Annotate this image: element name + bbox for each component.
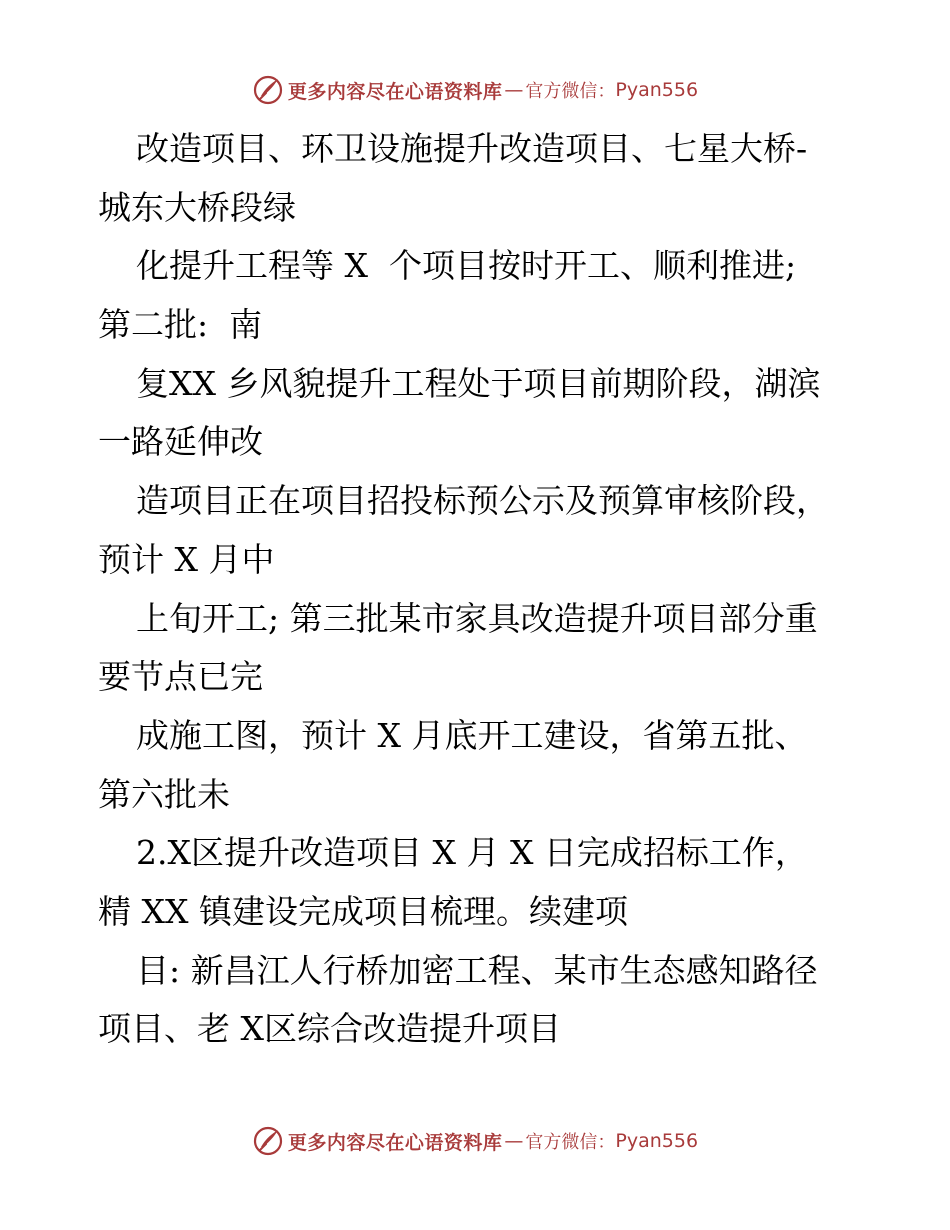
text-line: 上旬开工; 第三批某市家具改造提升项目部分重 [136, 598, 818, 638]
document-body [98, 120, 858, 1059]
text-line: 改造项目、环卫设施提升改造项目、七星大桥- [136, 129, 808, 168]
footer-watermark [0, 1121, 950, 1161]
text-line: 第二批: 南 [98, 305, 263, 345]
watermark-separator: — [504, 1130, 524, 1152]
text-line: 第六批未 [98, 774, 230, 814]
text-line: 造项目正在项目招投标预公示及预算审核阶段， [136, 481, 829, 521]
text-line: 预计 X 月中 [98, 539, 275, 579]
watermark-separator: — [504, 79, 524, 101]
watermark-title: 更多内容尽在心语资料库 [287, 80, 503, 103]
text-line: 2.X区提升改造项目 X 月 X 日完成招标工作， [136, 833, 808, 873]
text-line: 化提升工程等 X 个项目按时开工、顺利推进; [136, 246, 797, 286]
watermark-official-label: 官方微信： [525, 1132, 616, 1153]
text-line: 复XX 乡风貌提升工程处于项目前期阶段，湖滨 [136, 363, 821, 403]
text-line: 项目、老 X区综合改造提升项目 [98, 1009, 561, 1049]
watermark-wechat-id: Pyan556 [615, 1130, 699, 1152]
text-line: 目: 新昌江人行桥加密工程、某市生态感知路径 [136, 950, 818, 990]
quill-logo-icon [252, 1125, 284, 1157]
text-line: 要节点已完 [98, 657, 263, 697]
text-line: 成施工图，预计 X 月底开工建设，省第五批、 [136, 715, 808, 755]
text-line: 一路延伸改 [98, 422, 263, 462]
watermark-wechat-id: Pyan556 [615, 79, 699, 101]
header-watermark [0, 70, 950, 110]
quill-logo-icon [252, 74, 284, 106]
watermark-title: 更多内容尽在心语资料库 [287, 1131, 503, 1154]
text-line: 城东大桥段绿 [98, 187, 296, 227]
watermark-official-label: 官方微信： [525, 81, 616, 102]
text-line: 精 XX 镇建设完成项目梳理。续建项 [98, 891, 628, 931]
